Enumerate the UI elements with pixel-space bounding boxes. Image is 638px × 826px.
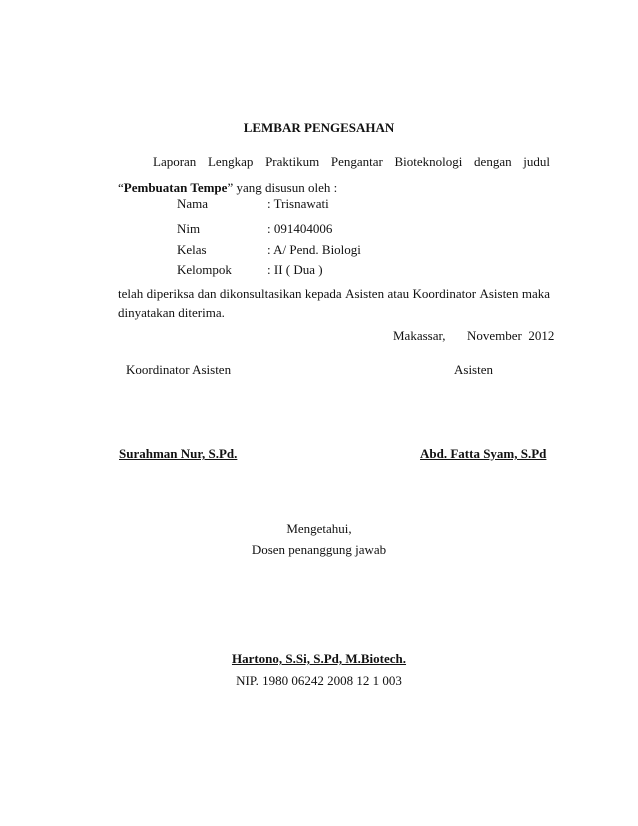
approval-name: Hartono, S.Si, S.Pd, M.Biotech.	[231, 651, 407, 666]
field-label: Kelompok	[177, 262, 232, 277]
left-signatory-role: Koordinator Asisten	[126, 362, 232, 377]
date-text: November 2012	[467, 328, 555, 343]
intro-word: Praktikum	[265, 154, 320, 169]
approval-nip: NIP. 1980 06242 2008 12 1 003	[236, 673, 402, 688]
statement-word: Koordinator	[412, 286, 477, 301]
intro-word: Bioteknologi	[394, 154, 463, 169]
statement-word: Asisten	[479, 286, 519, 301]
statement-word: diperiksa	[146, 286, 195, 301]
field-label: Nama	[177, 196, 209, 211]
intro-suffix: ” yang disusun oleh :	[227, 180, 338, 195]
statement-word: Asisten	[345, 286, 385, 301]
intro-word: Pengantar	[330, 154, 383, 169]
statement-line-2: dinyatakan diterima.	[118, 305, 225, 320]
intro-line-1	[153, 154, 550, 170]
intro-word: judul	[523, 154, 550, 169]
right-signatory-name: Abd. Fatta Syam, S.Pd	[420, 446, 547, 461]
statement-word: dan	[197, 286, 217, 301]
statement-word: kepada	[304, 286, 342, 301]
approval-role: Dosen penanggung jawab	[251, 542, 387, 557]
approval-heading: Mengetahui,	[286, 521, 352, 536]
intro-word: Laporan	[153, 154, 197, 169]
field-value: : 091404006	[267, 221, 333, 236]
statement-word: telah	[118, 286, 144, 301]
identity-fields	[0, 196, 638, 286]
field-value: : A/ Pend. Biologi	[267, 242, 361, 257]
field-value: : Trisnawati	[267, 196, 329, 211]
place-text: Makassar,	[393, 328, 446, 343]
field-label: Kelas	[177, 242, 207, 257]
field-value: : II ( Dua )	[267, 262, 323, 277]
quote-open: “	[118, 180, 124, 195]
statement-word: maka	[521, 286, 550, 301]
left-signatory-name: Surahman Nur, S.Pd.	[119, 446, 238, 461]
intro-word: dengan	[474, 154, 512, 169]
statement-line-1	[118, 286, 550, 302]
intro-line-2	[118, 180, 337, 196]
right-signatory-role: Asisten	[454, 362, 493, 377]
page-title: LEMBAR PENGESAHAN	[243, 120, 395, 135]
intro-word: Lengkap	[207, 154, 254, 169]
field-label: Nim	[177, 221, 201, 236]
report-title: Pembuatan Tempe	[123, 180, 228, 195]
statement-word: dikonsultasikan	[219, 286, 302, 301]
statement-word: atau	[387, 286, 410, 301]
